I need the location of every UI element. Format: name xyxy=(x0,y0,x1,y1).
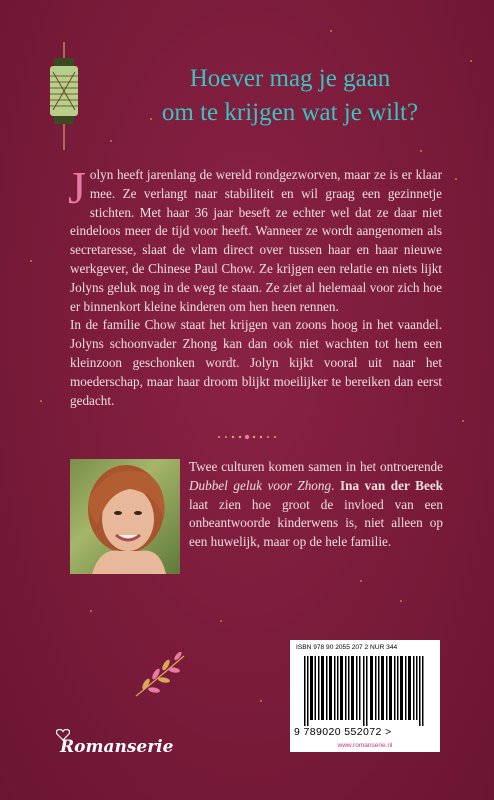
book-title: Dubbel geluk voor Zhong xyxy=(189,477,332,493)
blurb-text-3: laat zien hoe groot de invloed van een onbeantwoorde kinderwens is, niet alleen op een huwelijk, maar op de hele familie. xyxy=(189,496,443,550)
isbn-text: ISBN 978 90 2055 207 2 NUR 344 xyxy=(296,644,398,651)
blurb-text-2: . xyxy=(331,477,340,493)
dropcap: J xyxy=(68,162,86,213)
synopsis xyxy=(68,162,442,410)
laurel-icon xyxy=(132,650,190,700)
barcode xyxy=(304,656,426,726)
brand-name: Romanserie xyxy=(60,737,174,757)
brand-logo xyxy=(60,737,173,757)
author-name: Ina van der Beek xyxy=(339,477,444,493)
author-photo xyxy=(70,459,180,574)
synopsis-paragraph-1: olyn heeft jarenlang de wereld rondgezworven, maar ze is er klaar mee. Ze verlangt naar stabiliteit en wil graag een gezinnetje stichten. Met haar 36 jaar beseft ze echter wel dat ze daar niet eindeloos meer de tijd voor heeft. Wanneer ze wordt aangenomen als secretaresse, slaat de vlam direct over tussen haar en haar nieuwe werkgever, de Chinese Paul Chow. Ze krijgen een relatie en niets lijkt Jolyns geluk nog in de weg te staan. Ze ziet al helemaal voor zich hoe er binnenkort kleine kinderen om hen heen rennen. xyxy=(70,167,442,314)
website-url[interactable]: www.romanserie.nl xyxy=(290,740,440,752)
headline-line-2: om te krijgen wat je wilt? xyxy=(161,99,419,126)
barcode-digits: 9 789020 552072 > xyxy=(294,726,392,738)
headline xyxy=(100,62,480,130)
author-blurb xyxy=(189,458,443,552)
synopsis-paragraph-2: In de familie Chow staat het krijgen van zoons hoog in het vaandel. Jolyns schoonvader Zhong kan dan ook niet wachten tot hem een kleinzoon geschonken wordt. Jolyn kijkt vooral uit naar het moederschap, maar haar droom blijkt moeilijker te bereiken dan eerst gedacht. xyxy=(70,317,442,408)
divider-ornament xyxy=(216,434,278,440)
headline-line-1: Hoever mag je gaan xyxy=(189,65,391,92)
heart-icon xyxy=(56,729,70,741)
lantern-icon xyxy=(44,42,84,152)
barcode-box xyxy=(290,640,440,752)
blurb-text-1: Twee culturen komen samen in het ontroerende xyxy=(189,459,443,474)
